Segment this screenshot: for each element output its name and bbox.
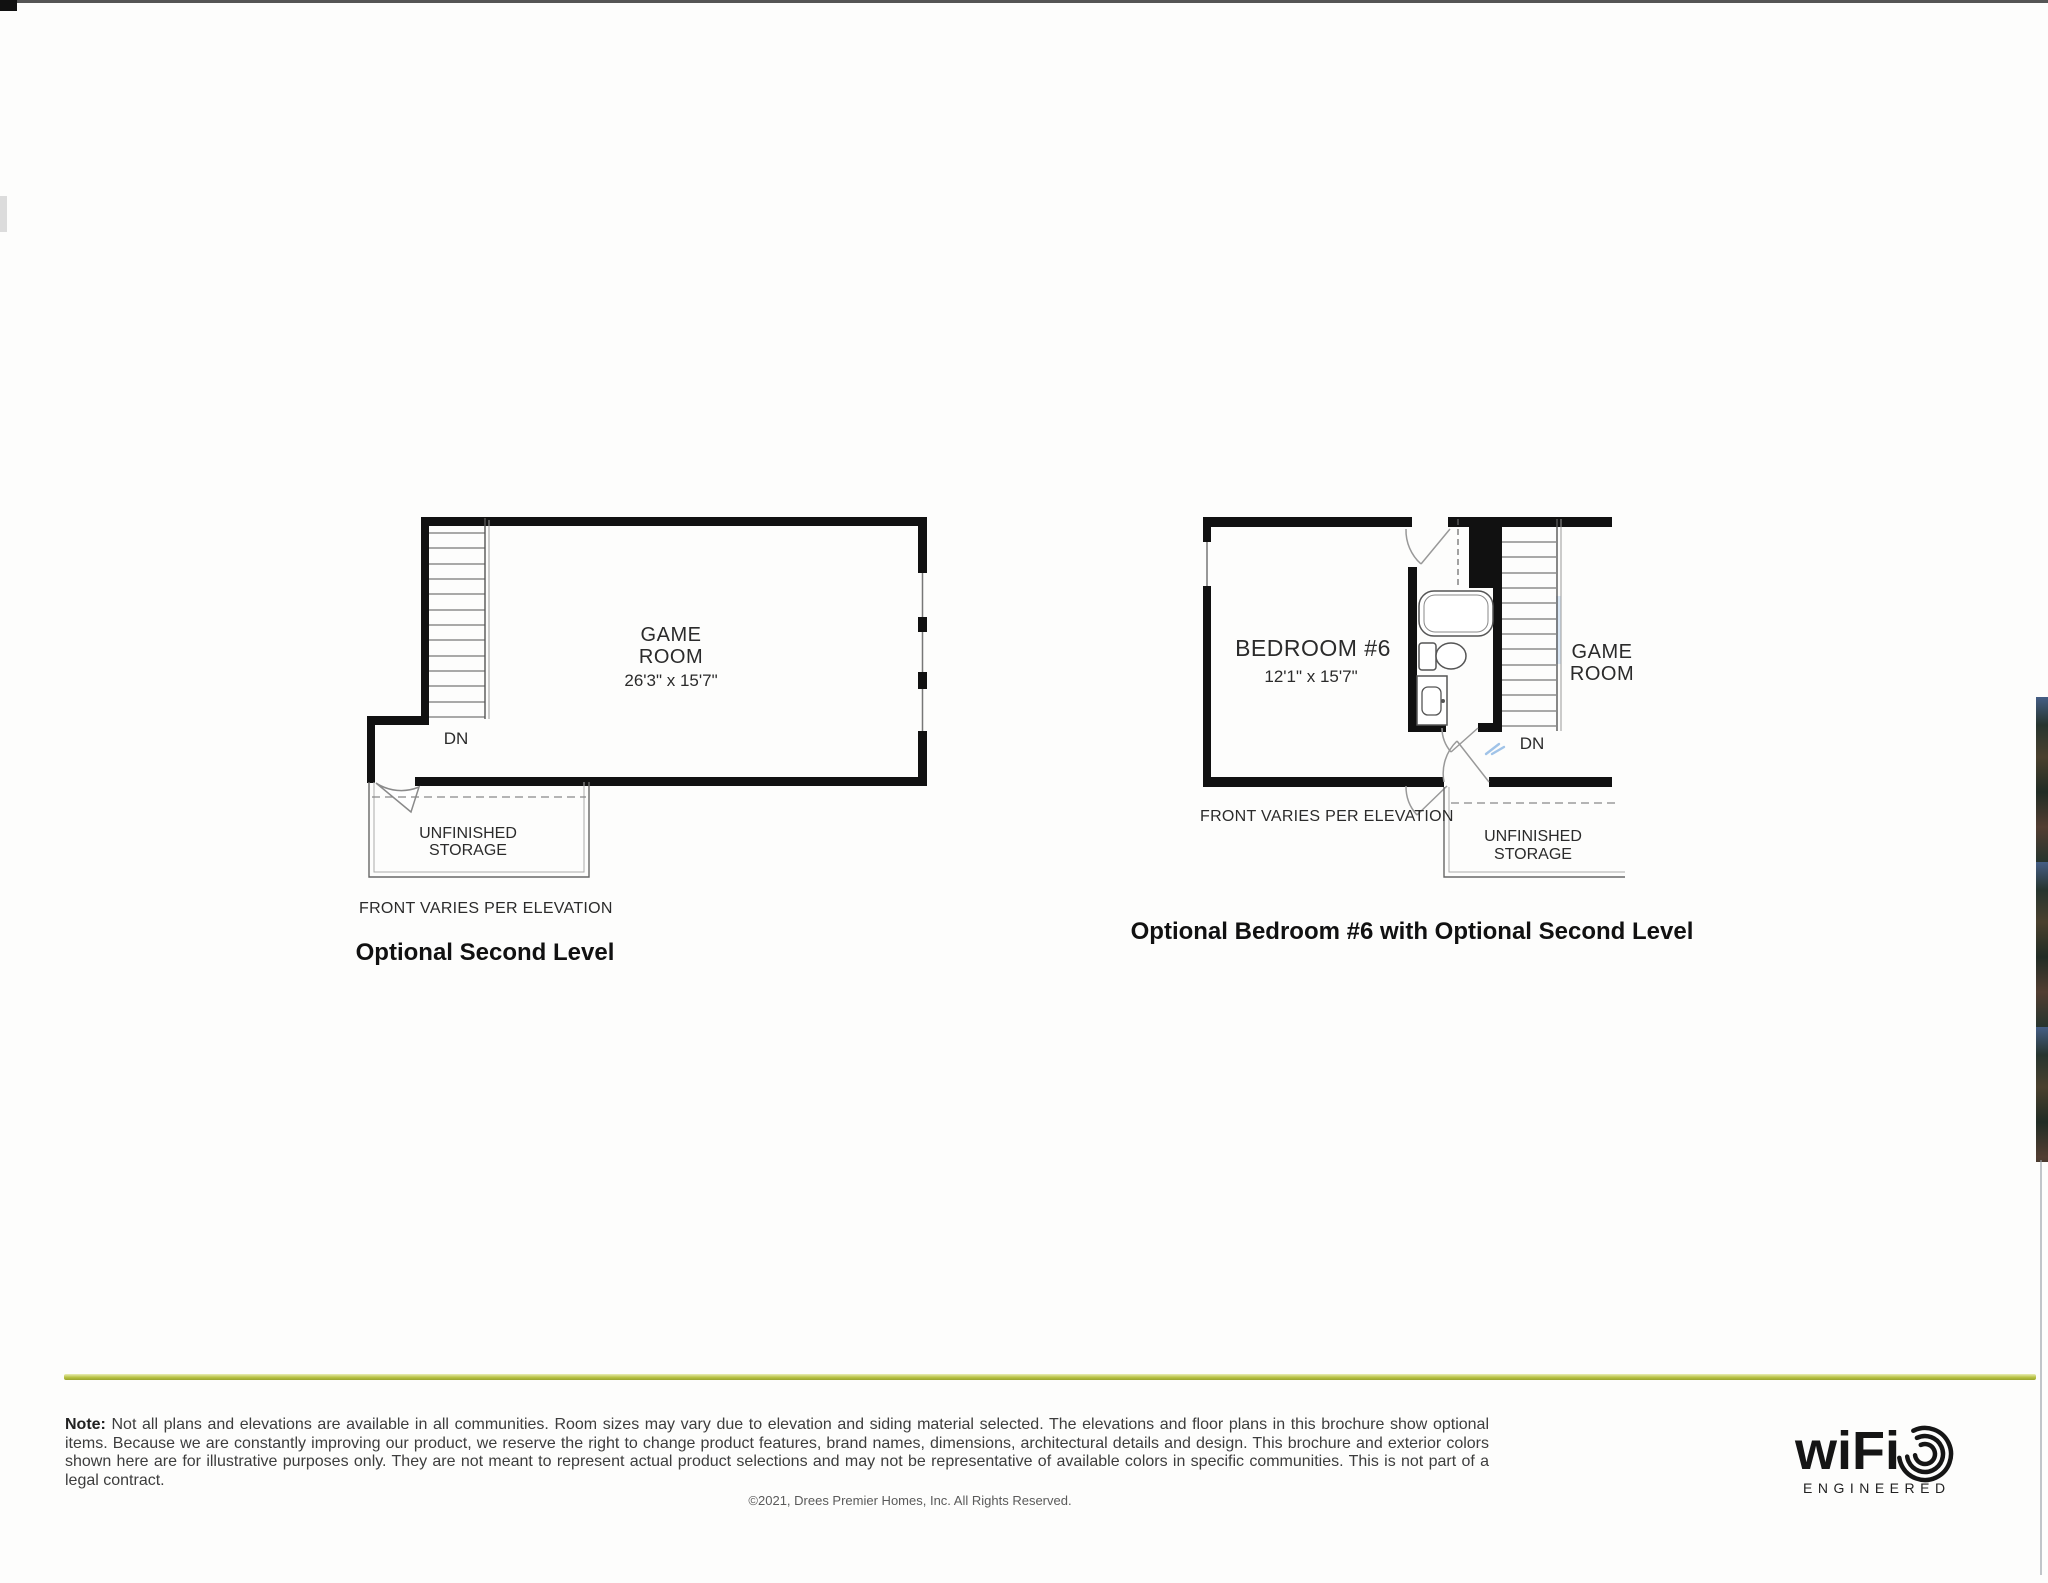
game-room-label: ROOM	[638, 646, 704, 668]
game-room-label: ROOM	[1569, 663, 1635, 685]
bedroom-6-dimensions: 12'1" x 15'7"	[1264, 667, 1358, 686]
storage-label: UNFINISHED	[1484, 828, 1582, 845]
scan-edge-artifact	[2040, 1160, 2042, 1575]
scan-smudge-artifact	[0, 196, 7, 232]
game-room-dimensions: 26'3" x 15'7"	[624, 671, 718, 690]
note-label: Note:	[65, 1416, 106, 1433]
stairs-dn-label: DN	[1519, 734, 1545, 753]
storage-label: STORAGE	[429, 842, 507, 859]
pen-mark	[1486, 744, 1504, 754]
note-text: Not all plans and elevations are available in all communities. Room sizes may vary due to elevation and siding material selected. The elevations and floor plans in this brochure show optional items. Because we are constantly improving our product, we reserve the right to change product features, brand names, dimensions, architectural details and design. This brochure and exterior colors shown here are for illustrative purposes only. They are not meant to represent actual product selections and may not be representative of available colors in specific communities. This is not part of a legal contract.	[65, 1416, 1489, 1489]
scan-edge-artifact	[2036, 697, 2048, 1162]
staircase-icon	[429, 518, 489, 719]
staircase-icon	[1502, 519, 1561, 731]
wifi-engineered-logo	[1793, 1414, 2013, 1524]
scan-edge-artifact	[0, 0, 2048, 3]
storage-label: UNFINISHED	[419, 825, 517, 842]
stairs-dn-label: DN	[443, 729, 469, 748]
front-varies-note: FRONT VARIES PER ELEVATION	[359, 900, 613, 917]
storage-label: STORAGE	[1494, 846, 1572, 863]
wifi-tagline: ENGINEERED	[1803, 1480, 1951, 1496]
game-room-label: GAME	[1571, 641, 1633, 663]
bedroom-6-label: BEDROOM #6	[1235, 635, 1391, 661]
wifi-wordmark: wiFi	[1795, 1421, 1900, 1481]
plan-title-right: Optional Bedroom #6 with Optional Second Level	[1130, 918, 1694, 945]
scan-corner-artifact	[0, 0, 17, 11]
front-varies-note: FRONT VARIES PER ELEVATION	[1200, 808, 1454, 825]
copyright-line: ©2021, Drees Premier Homes, Inc. All Rights Reserved.	[748, 1493, 1072, 1508]
bathtub-icon	[1419, 591, 1493, 636]
floor-plan-optional-bedroom-6	[1131, 517, 1694, 945]
game-room-label: GAME	[640, 624, 702, 646]
toilet-icon	[1419, 643, 1466, 670]
disclaimer-note	[65, 1416, 1489, 1490]
sink-vanity-icon	[1417, 676, 1447, 725]
divider-rule	[64, 1374, 2036, 1380]
floor-plan-optional-second-level	[356, 517, 927, 966]
plan-title-left: Optional Second Level	[355, 939, 615, 966]
